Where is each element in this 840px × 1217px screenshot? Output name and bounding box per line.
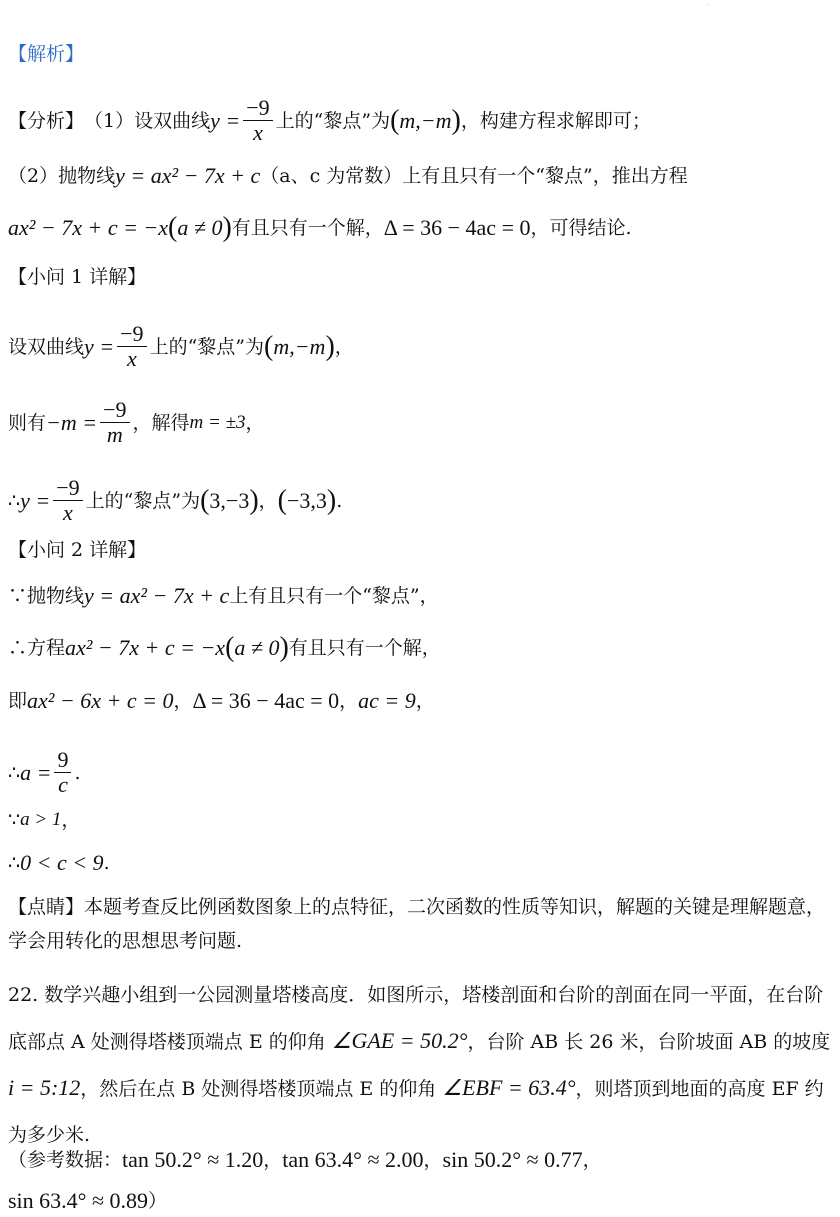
analysis-text: （2）抛物线 [8, 165, 116, 187]
jiexi-heading [8, 40, 832, 68]
q1-text: 上的“黎点”为 [85, 489, 201, 512]
analysis-line-3: ax² − 7x + c = −x ( a ≠ 0 ) 有且只有一个解， Δ = 36 − 4ac = 0 ，可得结论. [8, 212, 632, 243]
q1-heading-label: 【小问 1 详解】 [8, 266, 147, 288]
q1-heading [8, 263, 832, 291]
q2-heading-label: 【小问 2 详解】 [8, 539, 147, 561]
q1-line-2 [8, 398, 832, 447]
fraction [54, 748, 71, 797]
analysis-text: ，可得结论. [530, 217, 632, 239]
problem-text: 22. 数学兴趣小组到一公园测量塔楼高度．如图所示，塔楼剖面和台阶的剖面在同一平面，在台阶底部点 A 处测得塔楼顶端点 E 的仰角 [8, 984, 824, 1053]
math-expr: y = [20, 487, 51, 513]
math-expr: ∠EBF = 63.4° [442, 1075, 576, 1100]
fraction [53, 476, 82, 525]
q1-text: 上的“黎点”为 [149, 335, 264, 358]
q2-line-5 [8, 806, 832, 834]
q2-line-6 [8, 849, 832, 877]
fraction-denominator: c [58, 772, 68, 797]
reference-close: ） [148, 1190, 168, 1212]
jiexi-label: 【解析】 [8, 43, 85, 65]
q2-text: ， [173, 690, 193, 712]
comment-paragraph [8, 890, 832, 958]
math-expr: 3,−3 [209, 487, 250, 513]
analysis-tag: 【分析】 [8, 109, 85, 132]
q2-text: . [103, 852, 110, 874]
math-expr: sin 50.2° ≈ 0.77 [442, 1147, 583, 1172]
q1-text: ， [258, 489, 278, 512]
math-expr: m,−m [399, 107, 452, 133]
fraction-numerator: −9 [243, 96, 272, 121]
q2-text: ∵抛物线 [8, 585, 85, 607]
q1-text: . [336, 489, 343, 512]
reference-data-line-2 [8, 1187, 832, 1215]
page-speck: · [707, 2, 709, 9]
q2-text: ∵ [8, 809, 21, 831]
math-expr: ax² − 7x + c = −x [65, 635, 226, 660]
fraction-denominator: x [253, 120, 263, 145]
math-expr: sin 63.4° ≈ 0.89 [8, 1188, 149, 1213]
fraction-numerator: −9 [100, 398, 129, 423]
separator: ， [582, 1149, 602, 1171]
math-expr: 0 < c < 9 [20, 850, 104, 875]
math-expr: i = 5:12 [8, 1075, 81, 1100]
problem-text: ，则塔顶到地面的高度 EF 约为多少米. [8, 1078, 824, 1146]
fraction-denominator: x [126, 346, 137, 371]
fraction [243, 96, 272, 145]
math-expr: Δ = 36 − 4ac = 0 [383, 215, 531, 240]
reference-data-line-1 [8, 1146, 832, 1174]
math-expr: y = [84, 333, 115, 359]
q1-text: 设双曲线 [8, 335, 85, 358]
q2-line-4 [8, 748, 832, 797]
fraction-denominator: x [63, 500, 73, 525]
q1-text: ， [245, 411, 265, 434]
q2-text: . [74, 761, 81, 784]
math-expr: y = ax² − 7x + c [115, 163, 261, 188]
math-expr: a > 1 [20, 809, 62, 830]
analysis-text: （a、c 为常数）上有且只有一个“黎点”，推出方程 [260, 165, 688, 187]
q2-text: 有且只有一个解， [288, 637, 441, 659]
math-expr: m,−m [273, 333, 326, 359]
fraction-numerator: −9 [53, 476, 82, 501]
q2-text: 上有且只有一个“黎点”， [229, 585, 439, 607]
q2-text: 即 [8, 690, 28, 712]
math-expr: a = [20, 759, 52, 785]
math-expr: a ≠ 0 [177, 215, 223, 240]
q2-line-1 [8, 582, 832, 610]
problem-text: ，然后在点 B 处测得塔楼顶端点 E 的仰角 [80, 1078, 437, 1100]
math-expr: tan 50.2° ≈ 1.20 [122, 1147, 264, 1172]
q2-text: ∴方程 [8, 637, 66, 659]
q2-line-3 [8, 687, 832, 715]
q1-text: ∴ [8, 489, 21, 512]
fraction-numerator: −9 [117, 322, 146, 347]
math-expr: a ≠ 0 [234, 635, 280, 660]
math-expr: ∠GAE = 50.2° [331, 1028, 468, 1053]
math-expr: y = ax² − 7x + c [84, 583, 230, 608]
math-expr: ac = 9 [358, 688, 416, 713]
separator: ， [423, 1149, 443, 1171]
comment-text: 本题考查反比例函数图象上的点特征，二次函数的性质等知识，解题的关键是理解题意，学会用转化的思想思考问题. [8, 896, 826, 952]
q2-line-2: ∴方程 ax² − 7x + c = −x ( a ≠ 0 ) 有且只有一个解， [8, 632, 441, 663]
math-expr: −3,3 [287, 487, 327, 513]
q1-text: ， [334, 335, 354, 358]
math-expr: −m = [46, 409, 98, 435]
math-expr: tan 63.4° ≈ 2.00 [282, 1147, 424, 1172]
problem-text: ，台阶 AB 长 26 米，台阶坡面 AB 的坡度 [467, 1031, 831, 1053]
fraction [117, 322, 146, 371]
q2-text: ∴ [8, 852, 21, 874]
problem-22-paragraph [8, 972, 832, 1158]
q2-text: ∴ [8, 761, 21, 784]
q1-line-3: ∴ y = $\frac{-9}{x}$ 上的“黎点”为 ( 3,−3 ) ， ( −3,3 ) . [8, 475, 343, 525]
analysis-text: （1）设双曲线 [84, 109, 211, 132]
q1-text: 则有 [8, 411, 47, 434]
math-expr: ax² − 6x + c = 0 [27, 688, 174, 713]
analysis-text: ，构建方程求解即可； [460, 109, 651, 132]
q2-text: ， [415, 690, 435, 712]
fraction-numerator: 9 [54, 748, 71, 773]
q1-line-1: 设双曲线 y = $\frac{-9}{x}$ 上的“黎点”为 ( m,−m ) ， [8, 321, 354, 371]
q1-text: ，解得 [132, 411, 190, 434]
q2-text: ， [61, 809, 81, 831]
q2-text: ， [339, 690, 359, 712]
math-expr: ax² − 7x + c = −x [8, 215, 169, 240]
q2-heading [8, 536, 832, 564]
separator: ， [263, 1149, 283, 1171]
math-expr: m = ±3 [189, 411, 246, 433]
comment-tag: 【点睛】 [8, 896, 85, 918]
analysis-line-1: 【分析】 （1）设双曲线 y = $\frac{-9}{x}$ 上的“黎点”为 ( m,−m ) ，构建方程求解即可； [8, 95, 651, 145]
fraction [100, 398, 129, 447]
analysis-line-2 [8, 162, 832, 190]
math-expr: y = [210, 107, 241, 133]
analysis-text: 有且只有一个解， [231, 217, 384, 239]
math-expr: Δ = 36 − 4ac = 0 [192, 688, 340, 713]
analysis-text: 上的“黎点”为 [275, 109, 391, 132]
reference-label: （参考数据： [8, 1149, 123, 1171]
fraction-denominator: m [106, 422, 123, 447]
